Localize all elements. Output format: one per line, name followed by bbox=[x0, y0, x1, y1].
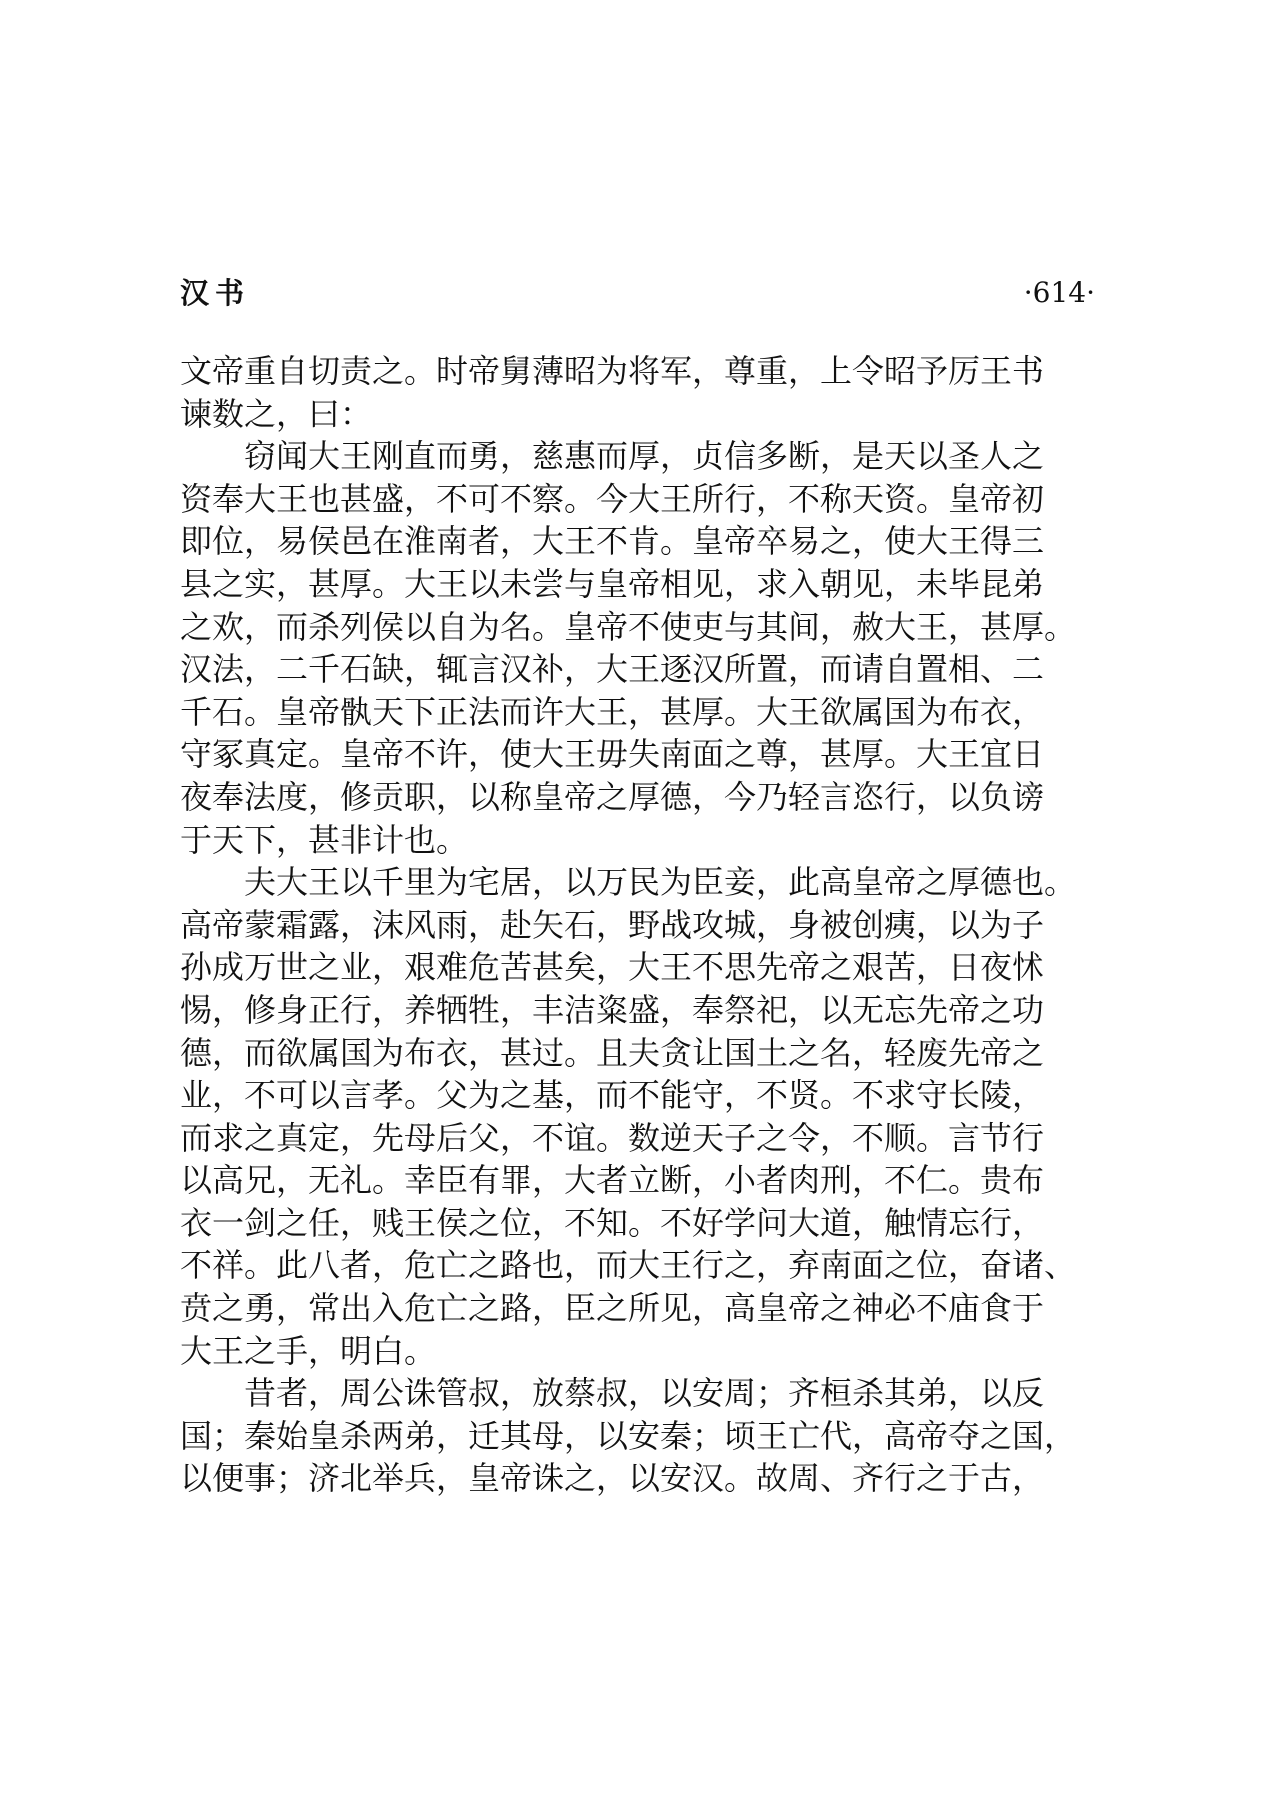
page-header bbox=[180, 268, 1095, 318]
text-line: 惕，修身正行，养牺牲，丰洁粢盛，奉祭祀，以无忘先帝之功 bbox=[180, 990, 1045, 1029]
text-line: 高帝蒙霜露，沫风雨，赴矢石，野战攻城，身被创痍，以为子 bbox=[180, 905, 1045, 944]
text-line: 孙成万世之业，艰难危苦甚矣，大王不思先帝之艰苦，日夜怵 bbox=[180, 948, 1045, 987]
text-line: 不祥。此八者，危亡之路也，而大王行之，弃南面之位，奋诸、 bbox=[180, 1246, 1077, 1285]
text-line: 文帝重自切责之。时帝舅薄昭为将军，尊重，上令昭予厉王书 bbox=[180, 352, 1045, 390]
text-line: 谏数之，曰： bbox=[180, 394, 373, 433]
page-number: ·614· bbox=[1023, 276, 1095, 309]
text-line: 德，而欲属国为布衣，甚过。且夫贪让国土之名，轻废先帝之 bbox=[180, 1033, 1045, 1072]
text-line: 之欢，而杀列侯以自为名。皇帝不使吏与其间，赦大王，甚厚。 bbox=[180, 607, 1077, 646]
text-line: 大王之手，明白。 bbox=[180, 1331, 437, 1370]
text-line: 汉法，二千石缺，辄言汉补，大王逐汉所置，而请自置相、二 bbox=[180, 650, 1045, 689]
text-line: 即位，易侯邑在淮南者，大王不肯。皇帝卒易之，使大王得三 bbox=[180, 522, 1045, 561]
book-title: 汉书 bbox=[180, 276, 251, 310]
text-line: 夫大王以千里为宅居，以万民为臣妾，此高皇帝之厚德也。 bbox=[244, 863, 1077, 902]
page-body bbox=[180, 350, 1102, 1500]
text-line: 业，不可以言孝。父为之基，而不能守，不贤。不求守长陵， bbox=[180, 1076, 1045, 1115]
text-line: 以便事；济北举兵，皇帝诛之，以安汉。故周、齐行之于古， bbox=[180, 1459, 1045, 1498]
text-line: 于天下，甚非计也。 bbox=[180, 820, 469, 859]
text-line: 昔者，周公诛管叔，放蔡叔，以安周；齐桓杀其弟，以反 bbox=[244, 1374, 1045, 1413]
text-line: 资奉大王也甚盛，不可不察。今大王所行，不称天资。皇帝初 bbox=[180, 479, 1045, 518]
text-line: 衣一剑之任，贱王侯之位，不知。不好学问大道，触情忘行， bbox=[180, 1203, 1045, 1242]
text-line: 国；秦始皇杀两弟，迁其母，以安秦；顷王亡代，高帝夺之国， bbox=[180, 1416, 1077, 1455]
text-line: 县之实，甚厚。大王以未尝与皇帝相见，求入朝见，未毕昆弟 bbox=[180, 564, 1045, 603]
text-line: 千石。皇帝骫天下正法而许大王，甚厚。大王欲属国为布衣， bbox=[180, 692, 1045, 731]
text-line: 窃闻大王刚直而勇，慈惠而厚，贞信多断，是天以圣人之 bbox=[244, 437, 1045, 476]
text-line: 夜奉法度，修贡职，以称皇帝之厚德，今乃轻言恣行，以负谤 bbox=[180, 777, 1045, 816]
text-line: 而求之真定，先母后父，不谊。数逆天子之令，不顺。言节行 bbox=[180, 1118, 1045, 1157]
text-line: 守冢真定。皇帝不许，使大王毋失南面之尊，甚厚。大王宜日 bbox=[180, 735, 1045, 774]
text-line: 以高兄，无礼。幸臣有罪，大者立断，小者肉刑，不仁。贵布 bbox=[180, 1161, 1045, 1200]
text-line: 贲之勇，常出入危亡之路，臣之所见，高皇帝之神必不庙食于 bbox=[180, 1289, 1045, 1328]
